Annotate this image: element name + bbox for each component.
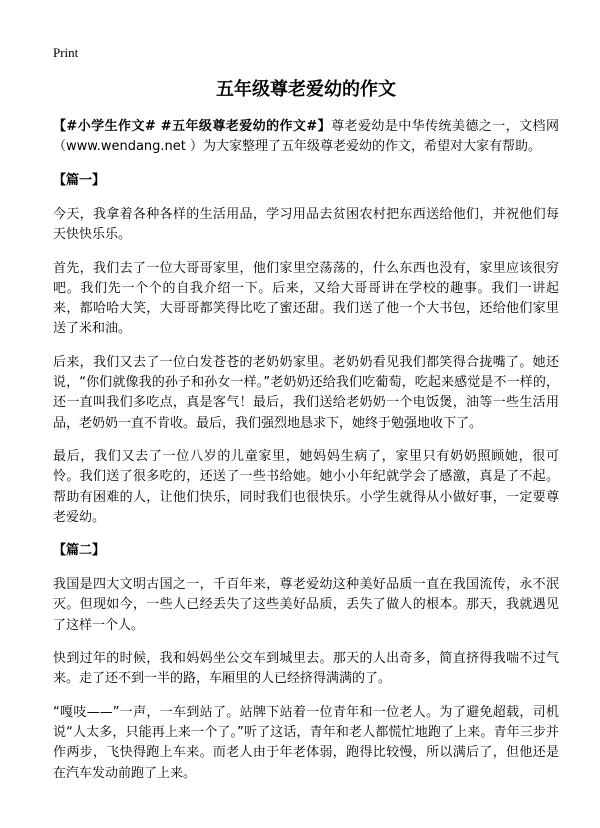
section-heading: 【篇二】 [53,543,106,559]
print-link[interactable]: Print [53,45,79,60]
page-title: 五年级尊老爱幼的作文 [216,79,396,100]
paragraph: “嘎吱——”一声，一车到站了。站牌下站着一位青年和一位老人。为了避免超载，司机说“人太多，只能再上来一个了。”听了这话，青年和老人都慌忙地跑了上来。青年三步并作两步，飞快得跑上车来。而老人由于年老体弱，跑得比较慢，所以满后了，但他还是在汽车发动前跑了上来。 [53,704,559,781]
document-page [53,77,559,797]
section-one [53,171,559,528]
paragraph: 今天，我拿着各种各样的生活用品，学习用品去贫困农村把东西送给他们，并祝他们每天快快乐乐。 [53,207,559,243]
paragraph: 后来，我们又去了一位白发苍苍的老奶奶家里。老奶奶看见我们都笑得合拢嘴了。她还说，“你们就像我的孙子和孙女一样。”老奶奶还给我们吃葡萄，吃起来感觉是不一样的，还一直叫我们多吃点，真是客气！最后，我们送给老奶奶一个电饭煲，油等一些生活用品，老奶奶一直不肯收。最后，我们强烈地恳求下，她终于勉强地收下了。 [53,354,559,431]
paragraph: 我国是四大文明古国之一，千百年来，尊老爱幼这种美好品质一直在我国流传，永不泯灭。但现如今，一些人已经丢失了这些美好品质，丢失了做人的根本。那天，我就遇见了这样一个人。 [53,577,559,633]
intro-paragraph [53,117,559,157]
intro-tag: 【#小学生作文# #五年级尊老爱幼的作文#】 [53,119,332,134]
paragraph: 首先，我们去了一位大哥哥家里，他们家里空荡荡的，什么东西也没有，家里应该很穷吧。我们先一个个的自我介绍一下。后来，又给大哥哥讲在学校的趣事。我们一讲起来，都哈哈大笑，大哥哥都笑得比吃了蜜还甜。我们送了他一个大书包，还给他们家里送了米和油。 [53,260,559,337]
section-heading: 【篇一】 [53,173,106,188]
section-two [53,541,559,784]
paragraph: 最后，我们又去了一位八岁的儿童家里，她妈妈生病了，家里只有奶奶照顾她，很可怜。我们送了很多吃的，还送了一些书给她。她小小年纪就学会了感激，真是了不起。帮助有困难的人，让他们快乐，同时我们也很快乐。小学生就得从小做好事，一定要尊老爱幼。 [53,448,559,525]
intro-text: 尊老爱幼是中华传统美德之一，文档网（www.wendang.net ）为大家整理了五年级尊老爱幼的作文，希望对大家有帮助。 [53,119,559,154]
paragraph: 快到过年的时候，我和妈妈坐公交车到城里去。那天的人出奇多，简直挤得我喘不过气来。走了还不到一半的路，车厢里的人已经挤得满满的了。 [53,651,559,687]
